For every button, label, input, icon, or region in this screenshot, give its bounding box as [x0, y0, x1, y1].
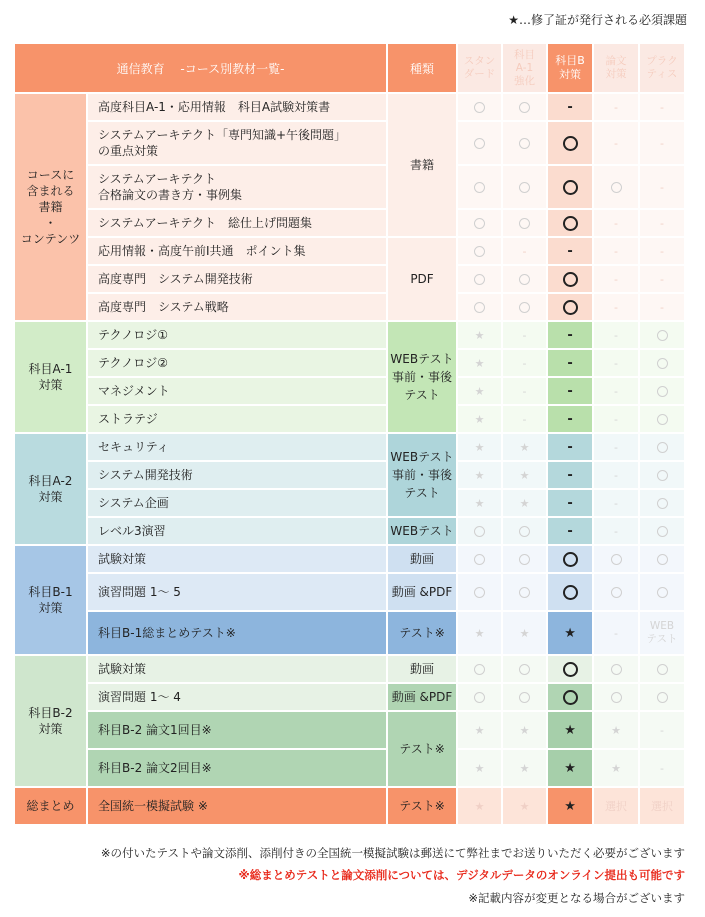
- type-b1-video: 動画: [387, 545, 457, 573]
- star-icon: ★: [502, 461, 547, 489]
- circle-icon: [474, 302, 485, 313]
- row-label: 演習問題 1～ 4: [87, 683, 387, 711]
- col-essay-header: 論文 対策: [593, 43, 639, 93]
- row-label: 試験対策: [87, 655, 387, 683]
- type-pdf: PDF: [387, 237, 457, 321]
- row-label: システム企画: [87, 489, 387, 517]
- type-a2: WEBテスト 事前・事後 テスト: [387, 433, 457, 517]
- circle-icon: [657, 692, 668, 703]
- type-b1-test: テスト※: [387, 611, 457, 655]
- circle-icon: [657, 587, 668, 598]
- select-label: 選択: [639, 787, 685, 825]
- type-b2-video-pdf: 動画 &PDF: [387, 683, 457, 711]
- type-books: 書籍: [387, 93, 457, 237]
- dash-mark: -: [593, 349, 639, 377]
- dash-mark: -: [639, 93, 685, 121]
- circle-icon: [519, 102, 530, 113]
- header-row: [14, 43, 685, 93]
- dash-mark: -: [639, 209, 685, 237]
- star-icon: ★: [502, 611, 547, 655]
- dash-mark: -: [593, 121, 639, 165]
- dash-mark: -: [593, 489, 639, 517]
- star-icon: ★: [502, 433, 547, 461]
- dash-mark: -: [593, 209, 639, 237]
- circle-icon: [657, 470, 668, 481]
- star-icon: ★: [457, 711, 502, 749]
- circle-icon: [657, 414, 668, 425]
- col-b-header: 科目B 対策: [547, 43, 593, 93]
- star-icon: ★: [593, 711, 639, 749]
- row-label: テクノロジ②: [87, 349, 387, 377]
- circle-icon: [563, 585, 578, 600]
- star-icon: ★: [457, 377, 502, 405]
- row-label: 応用情報・高度午前Ⅰ共通 ポイント集: [87, 237, 387, 265]
- course-materials-table: [13, 42, 686, 826]
- dash-mark: -: [639, 749, 685, 787]
- row-label: システムアーキテクト「専門知識+午後問題」の重点対策: [87, 121, 387, 165]
- table-row: [14, 121, 685, 165]
- dash-mark: -: [593, 461, 639, 489]
- circle-icon: [474, 274, 485, 285]
- dash-mark: -: [593, 433, 639, 461]
- circle-icon: [611, 587, 622, 598]
- star-icon: ★: [547, 749, 593, 787]
- col-a1-header: 科目 A-1 強化: [502, 43, 547, 93]
- star-icon: ★: [502, 787, 547, 825]
- col-practice-header: プラク ティス: [639, 43, 685, 93]
- circle-icon: [519, 526, 530, 537]
- row-label: 科目B-2 論文2回目※: [87, 749, 387, 787]
- star-icon: ★: [502, 489, 547, 517]
- dash-mark: -: [593, 237, 639, 265]
- circle-icon: [563, 136, 578, 151]
- star-icon: ★: [457, 405, 502, 433]
- table-row: [14, 209, 685, 237]
- star-icon: ★: [457, 749, 502, 787]
- circle-icon: [474, 246, 485, 257]
- table-row: [14, 433, 685, 461]
- dash-mark: -: [593, 517, 639, 545]
- circle-icon: [474, 526, 485, 537]
- group-a2: 科目A-2 対策: [14, 433, 87, 545]
- circle-icon: [657, 442, 668, 453]
- table-row: [14, 611, 685, 655]
- dash-mark: -: [547, 349, 593, 377]
- dash-mark: -: [593, 265, 639, 293]
- table-row: [14, 573, 685, 611]
- row-label: ストラテジ: [87, 405, 387, 433]
- circle-icon: [519, 274, 530, 285]
- type-b2-video: 動画: [387, 655, 457, 683]
- table-row: [14, 461, 685, 489]
- circle-icon: [563, 552, 578, 567]
- dash-mark: -: [639, 265, 685, 293]
- circle-icon: [474, 138, 485, 149]
- row-label: レベル3演習: [87, 517, 387, 545]
- dash-mark: -: [639, 711, 685, 749]
- web-test-label: WEB テスト: [639, 611, 685, 655]
- table-title: 通信教育 -コース別教材一覧-: [14, 43, 387, 93]
- dash-mark: -: [639, 293, 685, 321]
- col-standard-header: スタン ダード: [457, 43, 502, 93]
- dash-mark: -: [547, 321, 593, 349]
- circle-icon: [657, 330, 668, 341]
- table-row: [14, 265, 685, 293]
- table-row: [14, 377, 685, 405]
- footer-note-online: ※総まとめテストと論文添削については、デジタルデータのオンライン提出も可能です: [238, 868, 685, 882]
- star-icon: ★: [457, 787, 502, 825]
- table-row: [14, 405, 685, 433]
- circle-icon: [474, 587, 485, 598]
- row-label: 全国統一模擬試験 ※: [87, 787, 387, 825]
- table-row: [14, 321, 685, 349]
- group-b2: 科目B-2 対策: [14, 655, 87, 787]
- circle-icon: [611, 692, 622, 703]
- circle-icon: [519, 182, 530, 193]
- row-label: システムアーキテクト 合格論文の書き方・事例集: [87, 165, 387, 209]
- star-icon: ★: [547, 611, 593, 655]
- type-b1-video-pdf: 動画 &PDF: [387, 573, 457, 611]
- row-label: 試験対策: [87, 545, 387, 573]
- dash-mark: -: [547, 489, 593, 517]
- select-label: 選択: [593, 787, 639, 825]
- table-row: [14, 711, 685, 749]
- dash-mark: -: [502, 237, 547, 265]
- table-row: [14, 655, 685, 683]
- circle-icon: [657, 526, 668, 537]
- row-label: 高度専門 システム開発技術: [87, 265, 387, 293]
- circle-icon: [519, 218, 530, 229]
- table-row: [14, 489, 685, 517]
- circle-icon: [563, 216, 578, 231]
- row-label: マネジメント: [87, 377, 387, 405]
- table-row: [14, 545, 685, 573]
- circle-icon: [519, 587, 530, 598]
- row-label: 高度専門 システム戦略: [87, 293, 387, 321]
- dash-mark: -: [547, 377, 593, 405]
- star-icon: ★: [457, 433, 502, 461]
- row-label: システムアーキテクト 総仕上げ問題集: [87, 209, 387, 237]
- circle-icon: [657, 386, 668, 397]
- footer-note-mail: ※の付いたテストや論文添削、添削付きの全国統一模擬試験は郵送にて弊社までお送りいただく必要がございます: [100, 846, 685, 860]
- dash-mark: -: [593, 377, 639, 405]
- circle-icon: [657, 664, 668, 675]
- dash-mark: -: [502, 349, 547, 377]
- circle-icon: [611, 182, 622, 193]
- table-row: [14, 787, 685, 825]
- footer-note-change: ※記載内容が変更となる場合がございます: [468, 891, 685, 905]
- row-label: テクノロジ①: [87, 321, 387, 349]
- dash-mark: -: [593, 321, 639, 349]
- circle-icon: [563, 180, 578, 195]
- star-icon: ★: [593, 749, 639, 787]
- circle-icon: [519, 664, 530, 675]
- table-row: [14, 683, 685, 711]
- group-books: コースに 含まれる 書籍 ・ コンテンツ: [14, 93, 87, 321]
- row-label: 科目B-2 論文1回目※: [87, 711, 387, 749]
- circle-icon: [657, 358, 668, 369]
- row-label: システム開発技術: [87, 461, 387, 489]
- dash-mark: -: [547, 93, 593, 121]
- circle-icon: [657, 554, 668, 565]
- circle-icon: [519, 692, 530, 703]
- row-label: 科目B-1総まとめテスト※: [87, 611, 387, 655]
- group-b1: 科目B-1 対策: [14, 545, 87, 655]
- table-row: [14, 517, 685, 545]
- circle-icon: [519, 138, 530, 149]
- type-a1: WEBテスト 事前・事後 テスト: [387, 321, 457, 433]
- circle-icon: [657, 498, 668, 509]
- star-icon: ★: [457, 321, 502, 349]
- dash-mark: -: [547, 433, 593, 461]
- dash-mark: -: [639, 165, 685, 209]
- circle-icon: [611, 554, 622, 565]
- circle-icon: [474, 664, 485, 675]
- circle-icon: [563, 272, 578, 287]
- dash-mark: -: [593, 611, 639, 655]
- dash-mark: -: [502, 405, 547, 433]
- dash-mark: -: [593, 405, 639, 433]
- type-header: 種類: [387, 43, 457, 93]
- circle-icon: [519, 302, 530, 313]
- circle-icon: [474, 692, 485, 703]
- dash-mark: -: [547, 405, 593, 433]
- dash-mark: -: [593, 293, 639, 321]
- star-icon: ★: [457, 611, 502, 655]
- dash-mark: -: [547, 517, 593, 545]
- table-row: [14, 237, 685, 265]
- star-icon: ★: [457, 349, 502, 377]
- table-row: [14, 93, 685, 121]
- row-label: 演習問題 1～ 5: [87, 573, 387, 611]
- circle-icon: [563, 690, 578, 705]
- circle-icon: [611, 664, 622, 675]
- table-row: [14, 749, 685, 787]
- circle-icon: [474, 102, 485, 113]
- type-b2-test: テスト※: [387, 711, 457, 787]
- circle-icon: [563, 300, 578, 315]
- type-final: テスト※: [387, 787, 457, 825]
- star-icon: ★: [457, 461, 502, 489]
- row-label: セキュリティ: [87, 433, 387, 461]
- dash-mark: -: [502, 377, 547, 405]
- star-icon: ★: [547, 711, 593, 749]
- dash-mark: -: [639, 121, 685, 165]
- dash-mark: -: [593, 93, 639, 121]
- row-label: 高度科目A-1・応用情報 科目A試験対策書: [87, 93, 387, 121]
- legend-note: ★…修了証が発行される必須課題: [508, 13, 687, 27]
- table-row: [14, 293, 685, 321]
- star-icon: ★: [502, 711, 547, 749]
- star-icon: ★: [547, 787, 593, 825]
- circle-icon: [474, 182, 485, 193]
- dash-mark: -: [547, 237, 593, 265]
- circle-icon: [474, 554, 485, 565]
- table-row: [14, 349, 685, 377]
- dash-mark: -: [639, 237, 685, 265]
- circle-icon: [563, 662, 578, 677]
- star-icon: ★: [457, 489, 502, 517]
- dash-mark: -: [502, 321, 547, 349]
- table-row: [14, 165, 685, 209]
- group-final: 総まとめ: [14, 787, 87, 825]
- dash-mark: -: [547, 461, 593, 489]
- group-a1: 科目A-1 対策: [14, 321, 87, 433]
- type-a2-last: WEBテスト: [387, 517, 457, 545]
- circle-icon: [474, 218, 485, 229]
- circle-icon: [519, 554, 530, 565]
- star-icon: ★: [502, 749, 547, 787]
